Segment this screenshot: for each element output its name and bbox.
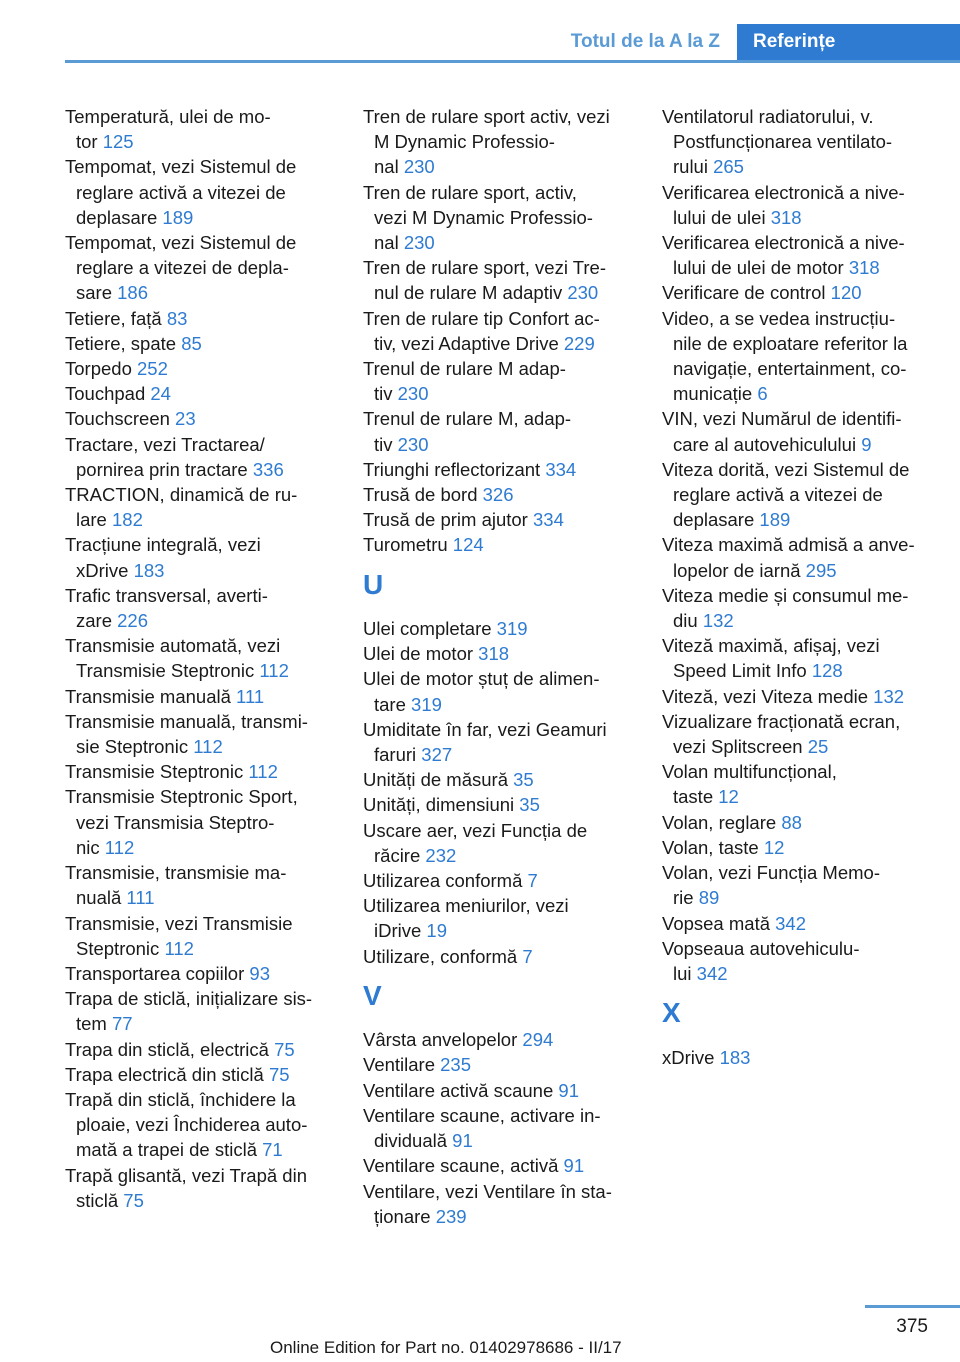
footer-edition: Online Edition for Part no. 01402978686 - II/17 — [270, 1338, 622, 1357]
index-entry-text: Ventilare — [363, 1054, 441, 1076]
index-entry — [65, 532, 333, 582]
index-entry — [65, 406, 333, 431]
index-entry — [662, 633, 928, 683]
index-entry-text: nal — [374, 232, 404, 254]
page-reference-link[interactable]: 93 — [249, 962, 270, 984]
page-reference-link[interactable]: 319 — [496, 618, 528, 640]
index-entry — [65, 1163, 333, 1213]
index-entry — [662, 583, 928, 633]
page-reference-link[interactable]: 12 — [763, 836, 785, 858]
index-entry-text: Viteza medie și consumul me- — [662, 584, 909, 606]
index-entry-text: Trusă de prim ajutor — [363, 509, 533, 531]
index-entry-text: mată a trapei de sticlă — [76, 1139, 263, 1161]
index-entry-text: rului — [673, 156, 714, 178]
index-entry-text: Vopsea mată — [662, 912, 776, 934]
index-entry-text: Volan, vezi Funcția Memo- — [662, 862, 880, 884]
page-reference-link[interactable]: 294 — [522, 1029, 554, 1051]
page-reference-link[interactable]: 186 — [117, 282, 149, 304]
page-reference-link[interactable]: 295 — [805, 559, 837, 581]
index-entry-text: Tren de rulare sport, vezi Tre- — [363, 257, 606, 279]
index-entry-text: tiv, vezi Adaptive Drive — [374, 332, 564, 354]
index-entry-text: sare — [76, 282, 118, 304]
header-section-title: Totul de la A la Z — [570, 31, 720, 52]
page-reference-link[interactable]: 112 — [104, 836, 135, 858]
page-reference-link[interactable]: 182 — [112, 509, 143, 531]
index-entry — [363, 616, 631, 641]
page-reference-link[interactable]: 327 — [421, 744, 453, 766]
page-reference-link[interactable]: 89 — [698, 887, 720, 909]
page-reference-link[interactable]: 334 — [533, 509, 564, 531]
index-entry-text: vezi Transmisia Steptro- — [76, 811, 275, 833]
page-reference-link[interactable]: 235 — [440, 1054, 472, 1076]
page-reference-link[interactable]: 91 — [558, 1079, 579, 1101]
index-entry — [363, 1179, 631, 1229]
page-reference-link[interactable]: 25 — [807, 736, 829, 758]
index-entry-text: nul de rulare M adaptiv — [374, 282, 568, 304]
page-reference-link[interactable]: 230 — [403, 156, 435, 178]
index-entry — [363, 944, 631, 969]
index-entry-text: Ulei de motor ștuț de alimen- — [363, 668, 600, 690]
index-entry — [363, 482, 631, 507]
index-entry-text: Tractare, vezi Tractarea/ — [65, 433, 265, 455]
index-entry-text: Ventilare scaune, activare in- — [363, 1104, 601, 1126]
index-entry-text: Volan, reglare — [662, 811, 782, 833]
page-reference-link[interactable]: 326 — [482, 484, 514, 506]
page-reference-link[interactable]: 7 — [527, 870, 538, 892]
page-reference-link[interactable]: 128 — [811, 660, 843, 682]
index-entry-text: Trapă glisantă, vezi Trapă din — [65, 1164, 307, 1186]
page-reference-link[interactable]: 252 — [137, 358, 168, 380]
index-entry-text: deplasare — [673, 509, 760, 531]
index-entry-text: Viteza maximă admisă a anve- — [662, 534, 915, 556]
index-entry-text: pornirea prin tractare — [76, 458, 253, 480]
index-entry-text: Tetiere, spate — [65, 332, 182, 354]
index-entry-text: tiv — [374, 433, 398, 455]
index-entry — [363, 306, 631, 356]
index-entry-text: nic — [76, 836, 105, 858]
page-reference-link[interactable]: 230 — [403, 232, 435, 254]
index-entry-text: Transmisie Steptronic — [76, 660, 260, 682]
page-reference-link[interactable]: 91 — [563, 1155, 585, 1177]
index-entry-text: reglare a vitezei de depla- — [76, 257, 289, 279]
index-entry-text: Tren de rulare sport activ, vezi — [363, 106, 610, 127]
index-entry — [65, 482, 333, 532]
index-entry-text: vezi M Dynamic Professio- — [374, 206, 593, 228]
page-reference-link[interactable]: 230 — [397, 383, 429, 405]
page-reference-link[interactable]: 334 — [545, 458, 577, 480]
index-column-3 — [662, 104, 928, 1070]
index-entry — [65, 381, 333, 406]
index-entry-text: Torpedo — [65, 358, 137, 380]
index-entry-text: municație — [673, 383, 758, 405]
index-entry-text: reglare activă a vitezei de — [76, 181, 286, 203]
index-entry-text: ploaie, vezi Închiderea auto- — [76, 1114, 308, 1136]
index-entry-text: Trenul de rulare M, adap- — [363, 408, 572, 430]
page-reference-link[interactable]: 77 — [111, 1013, 133, 1035]
index-entry — [65, 230, 333, 306]
index-entry-text: Transmisie Steptronic — [65, 761, 249, 783]
index-entry-text: diu — [673, 610, 703, 632]
index-entry-text: lului de ulei — [673, 206, 771, 228]
index-entry-text: Speed Limit Info — [673, 660, 812, 682]
index-letter-heading: X — [662, 997, 681, 1029]
index-entry — [65, 784, 333, 860]
index-entry — [363, 180, 631, 256]
page-reference-link[interactable]: 342 — [696, 962, 728, 984]
index-entry — [363, 893, 631, 943]
index-entry-text: Utilizarea conformă — [363, 870, 528, 892]
index-entry-text: Viteză maximă, afișaj, vezi — [662, 635, 880, 657]
index-entry-text: M Dynamic Professio- — [374, 131, 555, 153]
index-entry-text: Viteză, vezi Viteza medie — [662, 685, 874, 707]
index-entry — [662, 406, 928, 456]
index-entry — [65, 709, 333, 759]
index-entry-text: taste — [673, 786, 719, 808]
index-entry — [363, 356, 631, 406]
page-reference-link[interactable]: 85 — [181, 332, 202, 354]
page-reference-link[interactable]: 183 — [719, 1046, 751, 1068]
index-entry-text: Tempomat, vezi Sistemul de — [65, 232, 297, 254]
index-entry-text: Ventilare, vezi Ventilare în sta- — [363, 1180, 612, 1202]
index-entry — [363, 255, 631, 305]
index-entry-text: deplasare — [76, 206, 163, 228]
index-entry-text: Unități de măsură — [363, 769, 514, 791]
index-entry-text: Vopseaua autovehiculu- — [662, 937, 860, 959]
page-reference-link[interactable]: 112 — [259, 660, 289, 682]
index-entry-text: Tren de rulare tip Confort ac- — [363, 307, 600, 329]
index-entry-text: Transportarea copiilor — [65, 962, 250, 984]
index-entry-text: Touchscreen — [65, 408, 176, 430]
index-entry-text: Umiditate în far, vezi Geamuri — [363, 718, 607, 740]
page-reference-link[interactable]: 83 — [166, 307, 188, 329]
page-reference-link[interactable]: 6 — [757, 383, 768, 405]
index-entry-text: nuală — [76, 887, 127, 909]
index-entry — [363, 104, 631, 180]
index-entry-text: Trusă de bord — [363, 484, 483, 506]
index-entry — [363, 1103, 631, 1153]
index-entry — [662, 457, 928, 533]
index-entry-text: tiv — [374, 383, 398, 405]
index-entry-text: Transmisie, transmisie ma- — [65, 862, 287, 884]
page-reference-link[interactable]: 71 — [262, 1139, 283, 1161]
page-reference-link[interactable]: 75 — [268, 1063, 290, 1085]
index-entry-text: Viteza dorită, vezi Sistemul de — [662, 458, 910, 480]
index-entry — [65, 583, 333, 633]
index-entry — [662, 860, 928, 910]
index-entry — [363, 532, 631, 557]
page-reference-link[interactable]: 112 — [248, 761, 278, 783]
page-reference-link[interactable]: 91 — [452, 1130, 473, 1152]
page-reference-link[interactable]: 318 — [848, 257, 880, 279]
index-entry — [662, 306, 928, 407]
page-reference-link[interactable]: 239 — [435, 1205, 467, 1227]
index-entry-text: Trenul de rulare M adap- — [363, 358, 566, 380]
index-entry — [662, 180, 928, 230]
index-entry — [65, 154, 333, 230]
index-entry-text: Trapă din sticlă, închidere la — [65, 1088, 296, 1110]
index-entry-text: Touchpad — [65, 383, 151, 405]
page-reference-link[interactable]: 226 — [117, 610, 149, 632]
page-reference-link[interactable]: 132 — [702, 610, 734, 632]
index-entry — [662, 936, 928, 986]
index-entry — [363, 868, 631, 893]
index-entry-text: rie — [673, 887, 699, 909]
page-reference-link[interactable]: 230 — [397, 433, 429, 455]
index-entry — [65, 306, 333, 331]
index-entry-text: Verificarea electronică a nive- — [662, 232, 905, 254]
index-entry-text: tor — [76, 131, 103, 153]
index-entry — [65, 986, 333, 1036]
page-number: 375 — [896, 1316, 928, 1337]
index-entry-text: Transmisie Steptronic Sport, — [65, 786, 298, 808]
page-reference-link[interactable]: 229 — [563, 332, 595, 354]
index-entry-text: TRACTION, dinamică de ru- — [65, 484, 298, 506]
index-entry — [662, 810, 928, 835]
index-entry-text: Ventilare activă scaune — [363, 1079, 559, 1101]
index-entry-text: Utilizare, conformă — [363, 945, 523, 967]
index-entry — [65, 1062, 333, 1087]
page-reference-link[interactable]: 189 — [759, 509, 791, 531]
page-reference-link[interactable]: 230 — [567, 282, 599, 304]
page-reference-link[interactable]: 35 — [519, 794, 540, 816]
page-reference-link[interactable]: 24 — [150, 383, 171, 405]
index-entry — [65, 684, 333, 709]
page-reference-link[interactable]: 189 — [162, 206, 194, 228]
index-entry-text: navigație, entertainment, co- — [673, 358, 907, 380]
index-entry — [363, 641, 631, 666]
index-entry-text: care al autovehiculului — [673, 433, 862, 455]
index-entry — [65, 104, 333, 154]
index-entry-text: Verificare de control — [662, 282, 831, 304]
index-entry — [662, 911, 928, 936]
index-entry — [662, 1045, 928, 1070]
page-reference-link[interactable]: 319 — [411, 693, 442, 715]
page-reference-link[interactable]: 111 — [126, 887, 155, 909]
index-entry — [65, 432, 333, 482]
index-entry — [363, 1052, 631, 1077]
page-reference-link[interactable]: 112 — [193, 736, 223, 758]
index-entry-text: Volan, taste — [662, 836, 764, 858]
index-entry-text: Triunghi reflectorizant — [363, 458, 546, 480]
page-reference-link[interactable]: 336 — [252, 458, 284, 480]
index-entry-text: VIN, vezi Numărul de identifi- — [662, 408, 902, 430]
index-entry-text: nile de exploatare referitor la — [673, 332, 908, 354]
index-entry — [65, 1037, 333, 1062]
index-letter-heading: V — [363, 979, 382, 1011]
page-reference-link[interactable]: 23 — [175, 408, 196, 430]
index-entry-text: Steptronic — [76, 937, 165, 959]
index-entry-text: Volan multifuncțional, — [662, 761, 837, 783]
index-entry-text: Trafic transversal, averti- — [65, 584, 268, 606]
index-entry — [65, 331, 333, 356]
index-entry-text: tem — [76, 1013, 112, 1035]
page-reference-link[interactable]: 7 — [522, 945, 533, 967]
index-column-1 — [65, 104, 333, 1213]
index-entry-text: dividuală — [374, 1130, 453, 1152]
index-entry-text: sticlă — [76, 1189, 124, 1211]
header-chapter-tab: Referințe — [737, 24, 960, 60]
index-entry — [65, 961, 333, 986]
index-entry — [662, 684, 928, 709]
index-entry-text: nal — [374, 156, 404, 178]
index-entry-text: Ventilare scaune, activă — [363, 1155, 564, 1177]
index-entry-text: Vizualizare fracționată ecran, — [662, 710, 901, 732]
index-entry-text: Tempomat, vezi Sistemul de — [65, 156, 297, 178]
index-entry — [363, 457, 631, 482]
index-entry — [65, 356, 333, 381]
index-entry-text: Tracțiune integrală, vezi — [65, 534, 261, 556]
index-entry — [662, 280, 928, 305]
index-entry-text: Transmisie manuală — [65, 685, 237, 707]
index-entry-text: Utilizarea meniurilor, vezi — [363, 895, 569, 917]
index-entry — [363, 507, 631, 532]
page-reference-link[interactable]: 232 — [425, 844, 457, 866]
index-entry — [662, 230, 928, 280]
index-entry — [363, 767, 631, 792]
page-reference-link[interactable]: 9 — [861, 433, 872, 455]
page-reference-link[interactable]: 12 — [718, 786, 739, 808]
index-entry — [65, 860, 333, 910]
index-entry — [662, 104, 928, 180]
page-reference-link[interactable]: 342 — [775, 912, 807, 934]
index-letter-heading: U — [363, 568, 384, 600]
index-entry-text: Trapa de sticlă, inițializare sis- — [65, 988, 313, 1010]
index-entry — [662, 835, 928, 860]
page-reference-link[interactable]: 112 — [164, 937, 194, 959]
index-entry-text: Transmisie automată, vezi — [65, 635, 281, 657]
index-entry — [65, 911, 333, 961]
index-entry-text: xDrive — [662, 1046, 720, 1068]
header-rule — [65, 60, 960, 63]
index-entry-text: Vârsta anvelopelor — [363, 1029, 523, 1051]
index-entry — [662, 532, 928, 582]
page-reference-link[interactable]: 111 — [236, 685, 265, 707]
page-reference-link[interactable]: 318 — [478, 643, 510, 665]
index-entry-text: tare — [374, 693, 412, 715]
page-reference-link[interactable]: 120 — [830, 282, 862, 304]
index-entry-text: lare — [76, 509, 112, 531]
index-entry-text: Trapa din sticlă, electrică — [65, 1038, 275, 1060]
page-reference-link[interactable]: 124 — [452, 534, 484, 556]
index-entry-text: xDrive — [76, 559, 134, 581]
footer-rule — [865, 1305, 960, 1308]
index-entry-text: Ventilatorul radiatorului, v. — [662, 106, 874, 127]
index-entry — [363, 717, 631, 767]
index-entry — [363, 1078, 631, 1103]
index-entry — [363, 1027, 631, 1052]
index-entry — [65, 633, 333, 683]
page-reference-link[interactable]: 132 — [873, 685, 905, 707]
index-entry-text: vezi Splitscreen — [673, 736, 808, 758]
index-entry-text: Turometru — [363, 534, 453, 556]
index-entry-text: Temperatură, ulei de mo- — [65, 106, 271, 127]
index-entry — [662, 709, 928, 759]
index-entry-text: Video, a se vedea instrucțiu- — [662, 307, 896, 329]
index-entry-text: Transmisie manuală, transmi- — [65, 710, 308, 732]
page-reference-link[interactable]: 125 — [102, 131, 134, 153]
index-entry-text: faruri — [374, 744, 422, 766]
page-reference-link[interactable]: 19 — [426, 920, 447, 942]
index-entry — [363, 792, 631, 817]
index-entry-text: Transmisie, vezi Transmisie — [65, 912, 293, 934]
index-entry — [363, 1153, 631, 1178]
index-entry — [363, 406, 631, 456]
index-entry-text: Verificarea electronică a nive- — [662, 181, 905, 203]
index-entry-text: zare — [76, 610, 118, 632]
index-entry — [363, 666, 631, 716]
index-entry-text: Ulei completare — [363, 618, 497, 640]
index-entry-text: lopelor de iarnă — [673, 559, 806, 581]
page-reference-link[interactable]: 75 — [274, 1038, 295, 1060]
page-reference-link[interactable]: 88 — [781, 811, 802, 833]
index-entry — [65, 759, 333, 784]
index-entry-text: sie Steptronic — [76, 736, 194, 758]
index-entry-text: Trapa electrică din sticlă — [65, 1063, 269, 1085]
page-reference-link[interactable]: 35 — [513, 769, 534, 791]
index-entry-text: lui — [673, 962, 697, 984]
index-entry-text: iDrive — [374, 920, 427, 942]
index-entry-text: Ulei de motor — [363, 643, 479, 665]
page-reference-link[interactable]: 75 — [123, 1189, 144, 1211]
index-entry — [363, 818, 631, 868]
index-entry-text: ționare — [374, 1205, 436, 1227]
index-entry-text: Tetiere, față — [65, 307, 167, 329]
index-entry — [65, 1087, 333, 1163]
index-entry-text: Uscare aer, vezi Funcția de — [363, 819, 588, 841]
page-reference-link[interactable]: 265 — [713, 156, 744, 178]
index-entry — [662, 759, 928, 809]
page-reference-link[interactable]: 183 — [133, 559, 165, 581]
index-entry-text: Unități, dimensiuni — [363, 794, 520, 816]
index-entry-text: răcire — [374, 844, 426, 866]
page-reference-link[interactable]: 318 — [770, 206, 802, 228]
index-column-2 — [363, 104, 631, 1229]
index-entry-text: Postfuncționarea ventilato- — [673, 131, 893, 153]
index-entry-text: Tren de rulare sport, activ, — [363, 181, 577, 203]
index-entry-text: lului de ulei de motor — [673, 257, 849, 279]
index-entry-text: reglare activă a vitezei de — [673, 484, 883, 506]
